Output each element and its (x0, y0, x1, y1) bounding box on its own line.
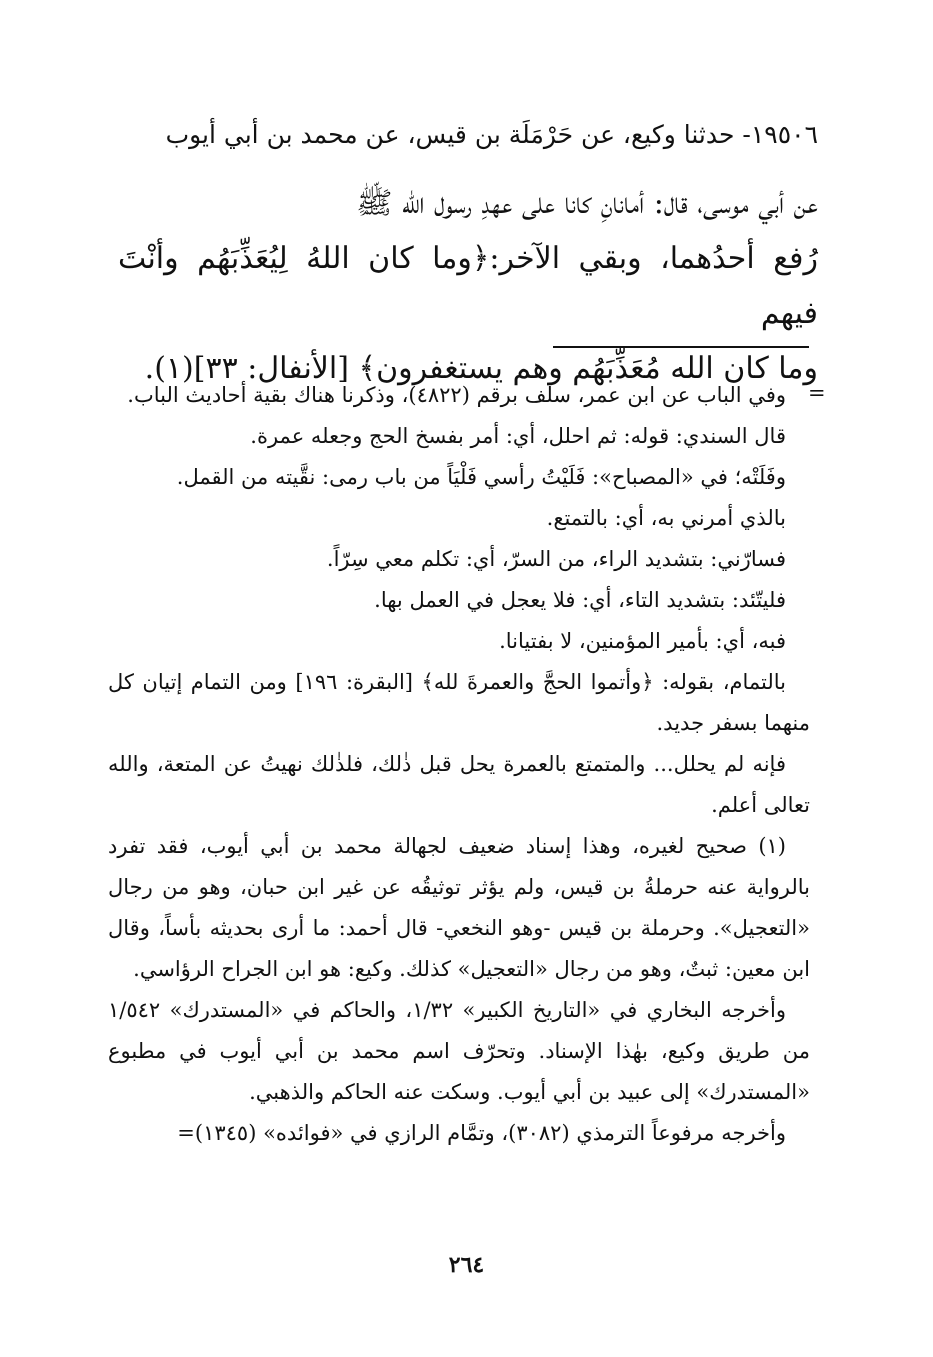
footnote-paragraph: بالذي أمرني به، أي: بالتمتع. (546, 506, 786, 530)
footnote-paragraph: فإنه لم يحلل... والمتمتع بالعمرة يحل قبل ذٰلك، فلذٰلك نهيتُ عن المتعة، والله تعالى أعلم. (108, 752, 810, 817)
footnote-paragraph: فسارّني: بتشديد الراء، من السرّ، أي: تكلم معي سِرّاً. (326, 547, 786, 571)
hadith-text (118, 176, 818, 396)
footnotes (108, 375, 810, 1154)
footnote-paragraph: بالتمام، بقوله: ﴿وأتموا الحجَّ والعمرةَ لله﴾ [البقرة: ١٩٦] ومن التمام إتيان كل منهما بسفر جديد. (108, 670, 810, 735)
footnote-paragraph: فبه، أي: بأمير المؤمنين، لا بفتيانا. (499, 629, 786, 653)
footnote-paragraph: قال السندي: قوله: ثم احلل، أي: أمر بفسخ الحج وجعله عمرة. (250, 424, 786, 448)
footnote-paragraph: وفي الباب عن ابن عمر، سلف برقم (٤٨٢٢)، وذكرنا هناك بقية أحاديث الباب. (127, 383, 786, 407)
continuation-mark: = (808, 381, 826, 405)
footnote-paragraph: وأخرجه البخاري في «التاريخ الكبير» ١/٣٢، والحاكم في «المستدرك» ١/٥٤٢ من طريق وكيع، بهٰذا الإسناد. وتحرّف اسم محمد بن أبي أيوب في مطبوع «المستدرك» إلى عبيد بن أبي أيوب. وسكت عنه الحاكم والذهبي. (108, 998, 810, 1104)
footnote-paragraph: (١) صحيح لغيره، وهذا إسناد ضعيف لجهالة محمد بن أبي أيوب، فقد تفرد بالرواية عنه حرملةُ بن قيس، ولم يؤثر توثيقُه عن غير ابن حبان، وهو من رجال «التعجيل». وحرملة بن قيس -وهو النخعي- قال أحمد: ما أرى بحديثه بأساً، وقال ابن معين: ثبتٌ، وهو من رجال «التعجيل» كذلك. وكيع: هو ابن الجراح الرؤاسي. (108, 834, 810, 981)
page-number: ٢٦٤ (448, 1252, 485, 1278)
footnote-paragraph: فليتّئد: بتشديد التاء، أي: فلا يعجل في العمل بها. (374, 588, 786, 612)
hadith-line: رُفع أحدُهما، وبقي الآخر:﴿وما كان اللهُ لِيُعَذِّبَهُم وأنْتَ فيهم (118, 241, 818, 331)
footnote-separator (553, 346, 809, 348)
footnote-paragraph: وفَلَتْه؛ في «المصباح»: فَلَيْتُ رأسي فَلْيَاً من باب رمى: نقَّيته من القمل. (176, 465, 786, 489)
hadith-line: وما كان الله مُعَذِّبَهُم وهم يستغفرون﴾ [الأنفال: ٣٣](١). (144, 351, 818, 386)
hadith-line: عن أبي موسى، قال: أمانانِ كانا على عهدِ رسول الله ﷺ (356, 186, 818, 221)
footnote-paragraph: وأخرجه مرفوعاً الترمذي (٣٠٨٢)، وتمَّام الرازي في «فوائده» (١٣٤٥)= (177, 1121, 786, 1145)
hadith-number-line: ١٩٥٠٦- حدثنا وكيع، عن حَرْمَلَة بن قيس، عن محمد بن أبي أيوب (165, 120, 818, 149)
